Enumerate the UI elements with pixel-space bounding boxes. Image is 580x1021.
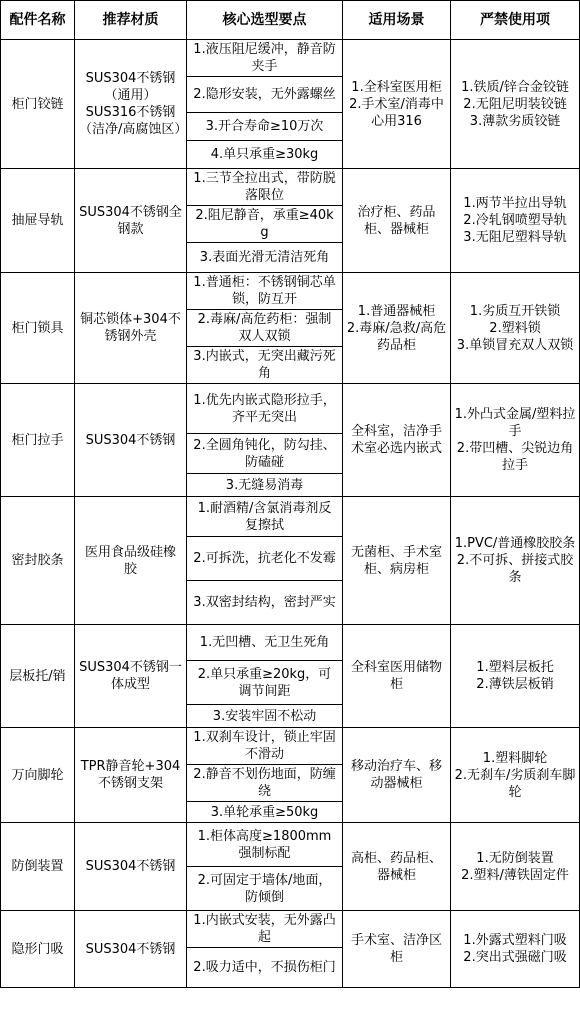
- selection-point: 1.优先内嵌式隐形拉手，齐平无突出: [187, 384, 343, 434]
- selection-point: 3.单轮承重≥50kg: [187, 802, 343, 823]
- table-row: [1, 273, 580, 310]
- table-row: [1, 823, 580, 867]
- material-cell: [75, 728, 187, 823]
- scene-cell: [343, 169, 451, 273]
- forbidden-cell: [451, 169, 580, 273]
- selection-point: 2.可拆洗，抗老化不发霉: [187, 537, 343, 581]
- scene-cell: [343, 728, 451, 823]
- selection-point: 1.柜体高度≥1800mm强制标配: [187, 823, 343, 867]
- selection-point: 2.静音不划伤地面，防缠绕: [187, 765, 343, 802]
- forbidden-line: 2.突出式强磁门吸: [463, 950, 567, 965]
- forbidden-cell: [451, 728, 580, 823]
- accessory-name: 防倒装置: [1, 823, 75, 911]
- table-row: [1, 384, 580, 434]
- forbidden-line: 2.冷轧钢喷塑导轨: [463, 213, 567, 228]
- forbidden-line: 1.塑料层板托: [476, 660, 554, 675]
- header-name: 配件名称: [1, 1, 75, 40]
- material-cell: [75, 40, 187, 169]
- material-cell: [75, 823, 187, 911]
- material-line: SUS304不锈钢一体成型: [79, 660, 182, 692]
- selection-point: 3.内嵌式，无突出藏污死角: [187, 347, 343, 384]
- forbidden-line: 1.塑料脚轮: [482, 750, 548, 766]
- forbidden-cell: [451, 384, 580, 497]
- selection-point: 2.吸力适中，不损伤柜门: [187, 948, 343, 988]
- forbidden-line: 2.带凹槽、尖锐边角拉手: [456, 441, 574, 473]
- scene-cell: [343, 497, 451, 625]
- scene-line: 2.手术室/消毒中心用316: [349, 96, 444, 129]
- scene-line: 治疗柜、药品柜、器械柜: [357, 204, 436, 237]
- table-row: [1, 40, 580, 77]
- accessory-name: 隐形门吸: [1, 911, 75, 988]
- header-material: 推荐材质: [75, 1, 187, 40]
- forbidden-line: 2.薄铁层板销: [476, 677, 554, 692]
- material-line: 铜芯锁体+304不锈钢外壳: [80, 312, 181, 344]
- material-cell: [75, 497, 187, 625]
- scene-line: 高柜、药品柜、器械柜: [350, 850, 442, 883]
- forbidden-line: 1.外露式塑料门吸: [463, 933, 567, 948]
- accessory-name: 抽屉导轨: [1, 169, 75, 273]
- scene-line: 全科室，洁净手术室必选内嵌式: [350, 424, 442, 456]
- selection-point: 1.普通柜：不锈钢铜芯单锁，防互开: [187, 273, 343, 310]
- forbidden-cell: [451, 911, 580, 988]
- header-scene: 适用场景: [343, 1, 451, 40]
- scene-line: 1.全科室医用柜: [351, 79, 442, 95]
- forbidden-line: 1.铁质/锌合金铰链: [461, 79, 569, 95]
- selection-point: 3.无缝易消毒: [187, 474, 343, 497]
- material-line: TPR静音轮+304不锈钢支架: [80, 759, 181, 791]
- scene-line: 2.毒麻/急救/高危药品柜: [346, 320, 447, 353]
- accessory-name: 柜门锁具: [1, 273, 75, 384]
- material-line: SUS304不锈钢: [85, 859, 176, 874]
- material-line: SUS304不锈钢: [85, 432, 176, 448]
- table-row: [1, 911, 580, 948]
- selection-point: 2.单只承重≥20kg，可调节间距: [187, 661, 343, 705]
- selection-point: 2.毒麻/高危药柜：强制双人双锁: [187, 310, 343, 347]
- scene-cell: [343, 823, 451, 911]
- selection-point: 2.全圆角钝化，防勾挂、防磕碰: [187, 434, 343, 474]
- accessory-name: 密封胶条: [1, 497, 75, 625]
- forbidden-cell: [451, 823, 580, 911]
- selection-point: 3.双密封结构，密封严实: [187, 581, 343, 625]
- material-line: SUS304不锈钢（通用）: [85, 71, 176, 103]
- material-line: 医用食品级硅橡胶: [84, 544, 176, 577]
- forbidden-line: 2.塑料/薄铁固定件: [461, 867, 569, 883]
- selection-point: 2.可固定于墙体/地面，防倾倒: [187, 867, 343, 911]
- forbidden-line: 1.无防倒装置: [476, 850, 554, 866]
- forbidden-line: 2.不可拆、拼接式胶条: [456, 553, 574, 585]
- selection-point: 1.三节全拉出式，带防脱落限位: [187, 169, 343, 206]
- forbidden-line: 1.PVC/普通橡胶胶条: [454, 536, 576, 551]
- table-row: [1, 728, 580, 765]
- accessory-name: 万向脚轮: [1, 728, 75, 823]
- accessory-name: 柜门拉手: [1, 384, 75, 497]
- scene-line: 无菌柜、手术室柜、病房柜: [350, 544, 442, 577]
- forbidden-line: 3.单锁冒充双人双锁: [456, 337, 574, 353]
- selection-point: 1.无凹槽、无卫生死角: [187, 625, 343, 661]
- scene-cell: [343, 40, 451, 169]
- forbidden-line: 1.外凸式金属/塑料拉手: [454, 407, 576, 439]
- forbidden-line: 3.薄款劣质铰链: [469, 113, 561, 129]
- selection-point: 4.单只承重≥30kg: [187, 141, 343, 169]
- material-line: SUS304不锈钢: [85, 941, 176, 957]
- forbidden-line: 1.劣质互开铁锁: [469, 303, 561, 319]
- material-cell: [75, 169, 187, 273]
- table-row: [1, 497, 580, 537]
- selection-point: 1.双刹车设计，锁止牢固不滑动: [187, 728, 343, 765]
- header-row: [1, 1, 580, 40]
- scene-line: 1.普通器械柜: [357, 303, 436, 319]
- forbidden-line: 2.塑料锁: [489, 320, 541, 336]
- material-cell: [75, 625, 187, 728]
- selection-point: 3.开合寿命≥10万次: [187, 113, 343, 141]
- forbidden-line: 1.两节半拉出导轨: [463, 196, 567, 211]
- forbidden-cell: [451, 40, 580, 169]
- scene-cell: [343, 273, 451, 384]
- scene-cell: [343, 384, 451, 497]
- table-row: [1, 169, 580, 206]
- forbidden-line: 2.无阻尼明装铰链: [463, 96, 567, 112]
- selection-point: 1.液压阻尼缓冲，静音防夹手: [187, 40, 343, 77]
- header-points: 核心选型要点: [187, 1, 343, 40]
- forbidden-line: 3.无阻尼塑料导轨: [463, 230, 567, 245]
- selection-point: 2.隐形安装，无外露螺丝: [187, 77, 343, 113]
- forbidden-cell: [451, 273, 580, 384]
- selection-point: 3.安装牢固不松动: [187, 705, 343, 728]
- scene-cell: [343, 625, 451, 728]
- material-cell: [75, 911, 187, 988]
- scene-line: 移动治疗车、移动器械柜: [350, 759, 442, 791]
- accessory-name: 柜门铰链: [1, 40, 75, 169]
- material-cell: [75, 273, 187, 384]
- selection-point: 1.耐酒精/含氯消毒剂反复擦拭: [187, 497, 343, 537]
- scene-cell: [343, 911, 451, 988]
- table-row: [1, 625, 580, 661]
- forbidden-cell: [451, 497, 580, 625]
- material-cell: [75, 384, 187, 497]
- selection-point: 1.内嵌式安装，无外露凸起: [187, 911, 343, 948]
- scene-line: 手术室、洁净区柜: [350, 933, 442, 965]
- forbidden-cell: [451, 625, 580, 728]
- material-line: SUS304不锈钢全钢款: [79, 204, 182, 237]
- material-line: SUS316不锈钢（洁净/高腐蚀区）: [79, 105, 188, 137]
- accessory-name: 层板托/销: [1, 625, 75, 728]
- selection-point: 2.阻尼静音，承重≥40kg: [187, 206, 343, 243]
- scene-line: 全科室医用储物柜: [350, 660, 442, 692]
- header-forbidden: 严禁使用项: [451, 1, 580, 40]
- forbidden-line: 2.无刹车/劣质刹车脚轮: [454, 767, 576, 800]
- selection-point: 3.表面光滑无清洁死角: [187, 243, 343, 273]
